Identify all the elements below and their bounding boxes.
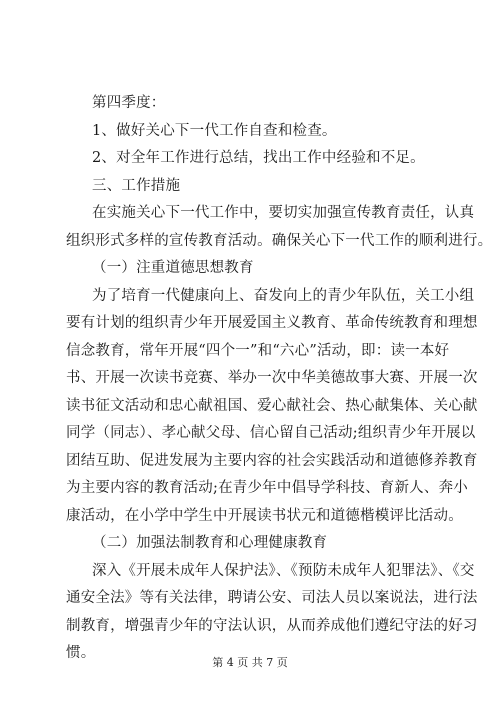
text-line: 康活动，在小学中学生中开展读书状元和道德楷模评比活动。	[66, 508, 463, 524]
page-number-footer: 第 4 页 共 7 页	[212, 656, 288, 669]
text-line: 团结互助、促进发展为主要内容的社会实践活动和道德修养教育	[66, 453, 478, 469]
text-line: 书、开展一次读书竞赛、举办一次中华美德故事大赛、开展一次	[66, 370, 478, 386]
text-line: 为了培育一代健康向上、奋发向上的青少年队伍，关工小组	[92, 288, 475, 304]
text-line: 惯。	[66, 645, 96, 661]
text-line: 深入《开展未成年人保护法》、《预防未成年人犯罪法》、《交	[92, 563, 475, 579]
text-line: 1、做好关心下一代工作自查和检查。	[92, 123, 337, 139]
section-heading: 三、工作措施	[92, 178, 181, 194]
subsection-heading: （二）加强法制教育和心理健康教育	[92, 535, 328, 551]
text-line: 2、对全年工作进行总结，找出工作中经验和不足。	[92, 150, 425, 166]
text-line: 组织形式多样的宣传教育活动。确保关心下一代工作的顺利进行。	[66, 233, 493, 249]
text-line: 为主要内容的教育活动;在青少年中倡导学科技、育新人、奔小	[66, 480, 468, 496]
text-line: 读书征文活动和忠心献祖国、爱心献社会、热心献集体、关心献	[66, 398, 478, 414]
text-line: 在实施关心下一代工作中，要切实加强宣传教育责任，认真	[92, 205, 475, 221]
text-line: 信念教育，常年开展“四个一”和“六心”活动，即：读一本好	[66, 343, 450, 359]
text-line: 制教育，增强青少年的守法认识，从而养成他们遵纪守法的好习	[66, 618, 478, 634]
text-line: 同学（同志）、孝心献父母、信心留自己活动;组织青少年开展以	[66, 425, 476, 441]
subsection-heading: （一）注重道德思想教育	[92, 260, 254, 276]
text-line: 要有计划的组织青少年开展爱国主义教育、革命传统教育和理想	[66, 315, 478, 331]
text-line: 第四季度：	[92, 95, 166, 111]
text-line: 通安全法》等有关法律，聘请公安、司法人员以案说法，进行法	[66, 590, 478, 606]
